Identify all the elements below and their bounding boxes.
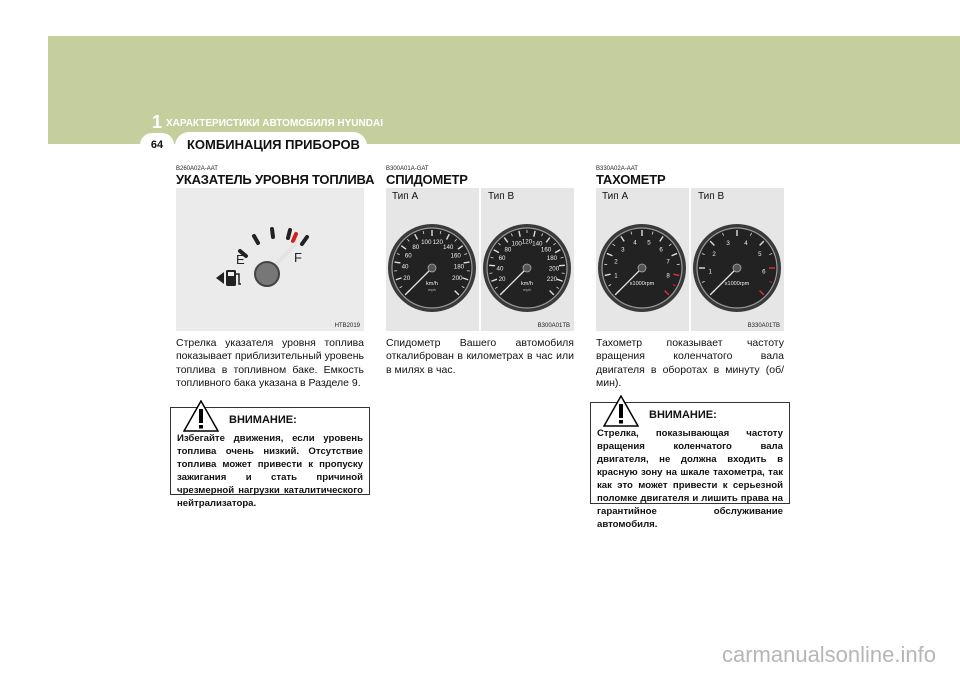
speedo-a-tick-label: 180	[453, 263, 465, 271]
speedo-type-a: Тип А	[392, 191, 419, 202]
speedo-b-tick-label: 120	[521, 238, 533, 246]
chapter-number: 1	[152, 112, 163, 132]
tacho-warning-box	[590, 402, 790, 530]
fuel-paragraph: Стрелка указателя уровня топлива показывает приблизительный уровень топлива в топливном баке. Емкость топливного бака указана в Разделе 9.	[176, 337, 364, 390]
tachometer-image	[596, 188, 784, 331]
speedo-b-tick-label: 220	[546, 275, 558, 283]
warning-icon	[183, 400, 219, 432]
tacho-image-label: B330A01TB	[747, 323, 780, 329]
speedo-b-tick-label: 20	[498, 275, 506, 283]
speedo-a-tick-label: 140	[443, 243, 454, 251]
tacho-a-hub	[638, 264, 646, 272]
speedo-b-tick-label: 40	[496, 265, 504, 273]
gauge-e-label: E	[236, 252, 245, 267]
speedo-dials	[386, 188, 574, 331]
gauge-f-label: F	[294, 250, 302, 265]
page-number: 64	[140, 133, 174, 157]
speedo-b-tick-label: 180	[546, 255, 558, 263]
speedo-a-tick-label: 160	[450, 252, 461, 260]
watermark: carmanualsonline.info	[721, 642, 936, 667]
speedo-b-tick-label: 160	[540, 246, 552, 254]
speedo-a-tick-label: 40	[401, 263, 409, 271]
tacho-code: B330A02A-AAT	[596, 166, 638, 172]
speedo-type-b: Тип В	[488, 191, 515, 202]
fuel-warning-box	[170, 407, 370, 509]
fuel-warning-text: Избегайте движения, если уровень топлива очень низкий. Отсутствие топлива может привести к пропуску зажигания и стать причиной чрезмерной нагрузки каталитического нейтрализатора.	[177, 433, 363, 509]
tacho-b-hub	[733, 264, 741, 272]
speedo-code: B300A01A-GAT	[386, 166, 429, 172]
tacho-b-tick-label: 2	[712, 251, 716, 259]
tacho-b-dial	[693, 224, 781, 312]
speedo-image-label: B300A01TB	[537, 323, 570, 329]
speedo-heading: СПИДОМЕТР	[386, 172, 468, 187]
speedo-b-tick-label: 100	[511, 240, 522, 248]
tacho-a-tick-label: 1	[614, 272, 618, 280]
tacho-a-tick-label: 7	[666, 258, 670, 266]
fuel-gauge-image	[176, 188, 364, 331]
speedo-b-tick-label: 140	[532, 240, 543, 248]
tacho-b-tick-label: 4	[744, 240, 748, 248]
speedo-a-tick-label: 60	[404, 252, 412, 260]
tacho-a-tick-label: 5	[647, 239, 651, 247]
warning-icon	[603, 395, 639, 427]
tacho-warning-title: ВНИМАНИЕ:	[649, 409, 717, 421]
speedo-b-tick-label: 200	[548, 265, 560, 273]
tacho-a-unit: x1000rpm	[629, 281, 655, 287]
tacho-a-tick-label: 3	[621, 246, 625, 254]
speedo-a-tick	[394, 262, 400, 263]
tacho-paragraph: Тахометр показывает частоту вращения коленчатого вала двигателя в оборотах в минуту (об/мин).	[596, 337, 784, 390]
tacho-b-tick-label: 3	[726, 240, 730, 248]
speedo-b-hub	[523, 264, 531, 272]
speedo-b-tick-label: 60	[498, 255, 506, 263]
tacho-a-tick-label: 6	[659, 246, 663, 254]
speedo-a-tick-label: 100	[421, 239, 432, 247]
tacho-b-unit: x1000rpm	[724, 281, 750, 287]
tacho-b-tick-label: 6	[762, 268, 766, 276]
tacho-dials	[596, 188, 784, 331]
speedo-a-tick-label: 80	[412, 243, 420, 251]
tacho-a-tick-label: 2	[614, 258, 618, 266]
tacho-a-dial	[598, 224, 686, 312]
speedo-a-tick-label: 120	[432, 239, 443, 247]
speedometer-image	[386, 188, 574, 331]
tacho-b-tick-label: 1	[708, 268, 712, 276]
tacho-a-tick-label: 4	[633, 239, 637, 247]
speedo-paragraph: Спидометр Вашего автомобиля откалиброван в километрах в час или в милях в час.	[386, 337, 574, 376]
speedo-a-tick-label: 200	[452, 274, 463, 282]
tacho-type-b: Тип В	[698, 191, 725, 202]
tacho-type-a: Тип А	[602, 191, 629, 202]
section-tab: КОМБИНАЦИЯ ПРИБОРОВ	[175, 132, 367, 154]
speedo-a-unit-sub: mph	[428, 287, 436, 292]
speedo-a-unit: km/h	[426, 281, 438, 287]
tacho-b-tick-label: 5	[758, 251, 762, 259]
speedo-a-dial	[388, 224, 476, 312]
speedo-b-tick-label: 80	[504, 246, 512, 254]
speedo-a-tick-label: 20	[403, 274, 411, 282]
speedo-b-unit: km/h	[521, 281, 533, 287]
tacho-heading: ТАХОМЕТР	[596, 172, 666, 187]
chapter-title-text: ХАРАКТЕРИСТИКИ АВТОМОБИЛЯ HYUNDAI	[166, 118, 383, 129]
speedo-a-tick	[464, 262, 470, 263]
speedo-b-dial	[483, 224, 571, 312]
fuel-heading: УКАЗАТЕЛЬ УРОВНЯ ТОПЛИВА	[176, 172, 375, 187]
speedo-a-hub	[428, 264, 436, 272]
tacho-a-tick-label: 8	[666, 272, 670, 280]
fuel-code: B260A02A-AAT	[176, 166, 218, 172]
speedo-b-unit-sub: mph	[523, 287, 531, 292]
fuel-image-label: HTB2019	[334, 323, 360, 329]
chapter-title	[152, 112, 383, 133]
fuel-warning-title: ВНИМАНИЕ:	[229, 414, 297, 426]
tacho-warning-text: Стрелка, показывающая частоту вращения коленчатого вала двигателя, не должна входить в красную зону на шкале тахометра, так как это может привести к серьезной поломке двигателя и лишить права на гарантийное обслуживание автомобиля.	[597, 428, 783, 530]
